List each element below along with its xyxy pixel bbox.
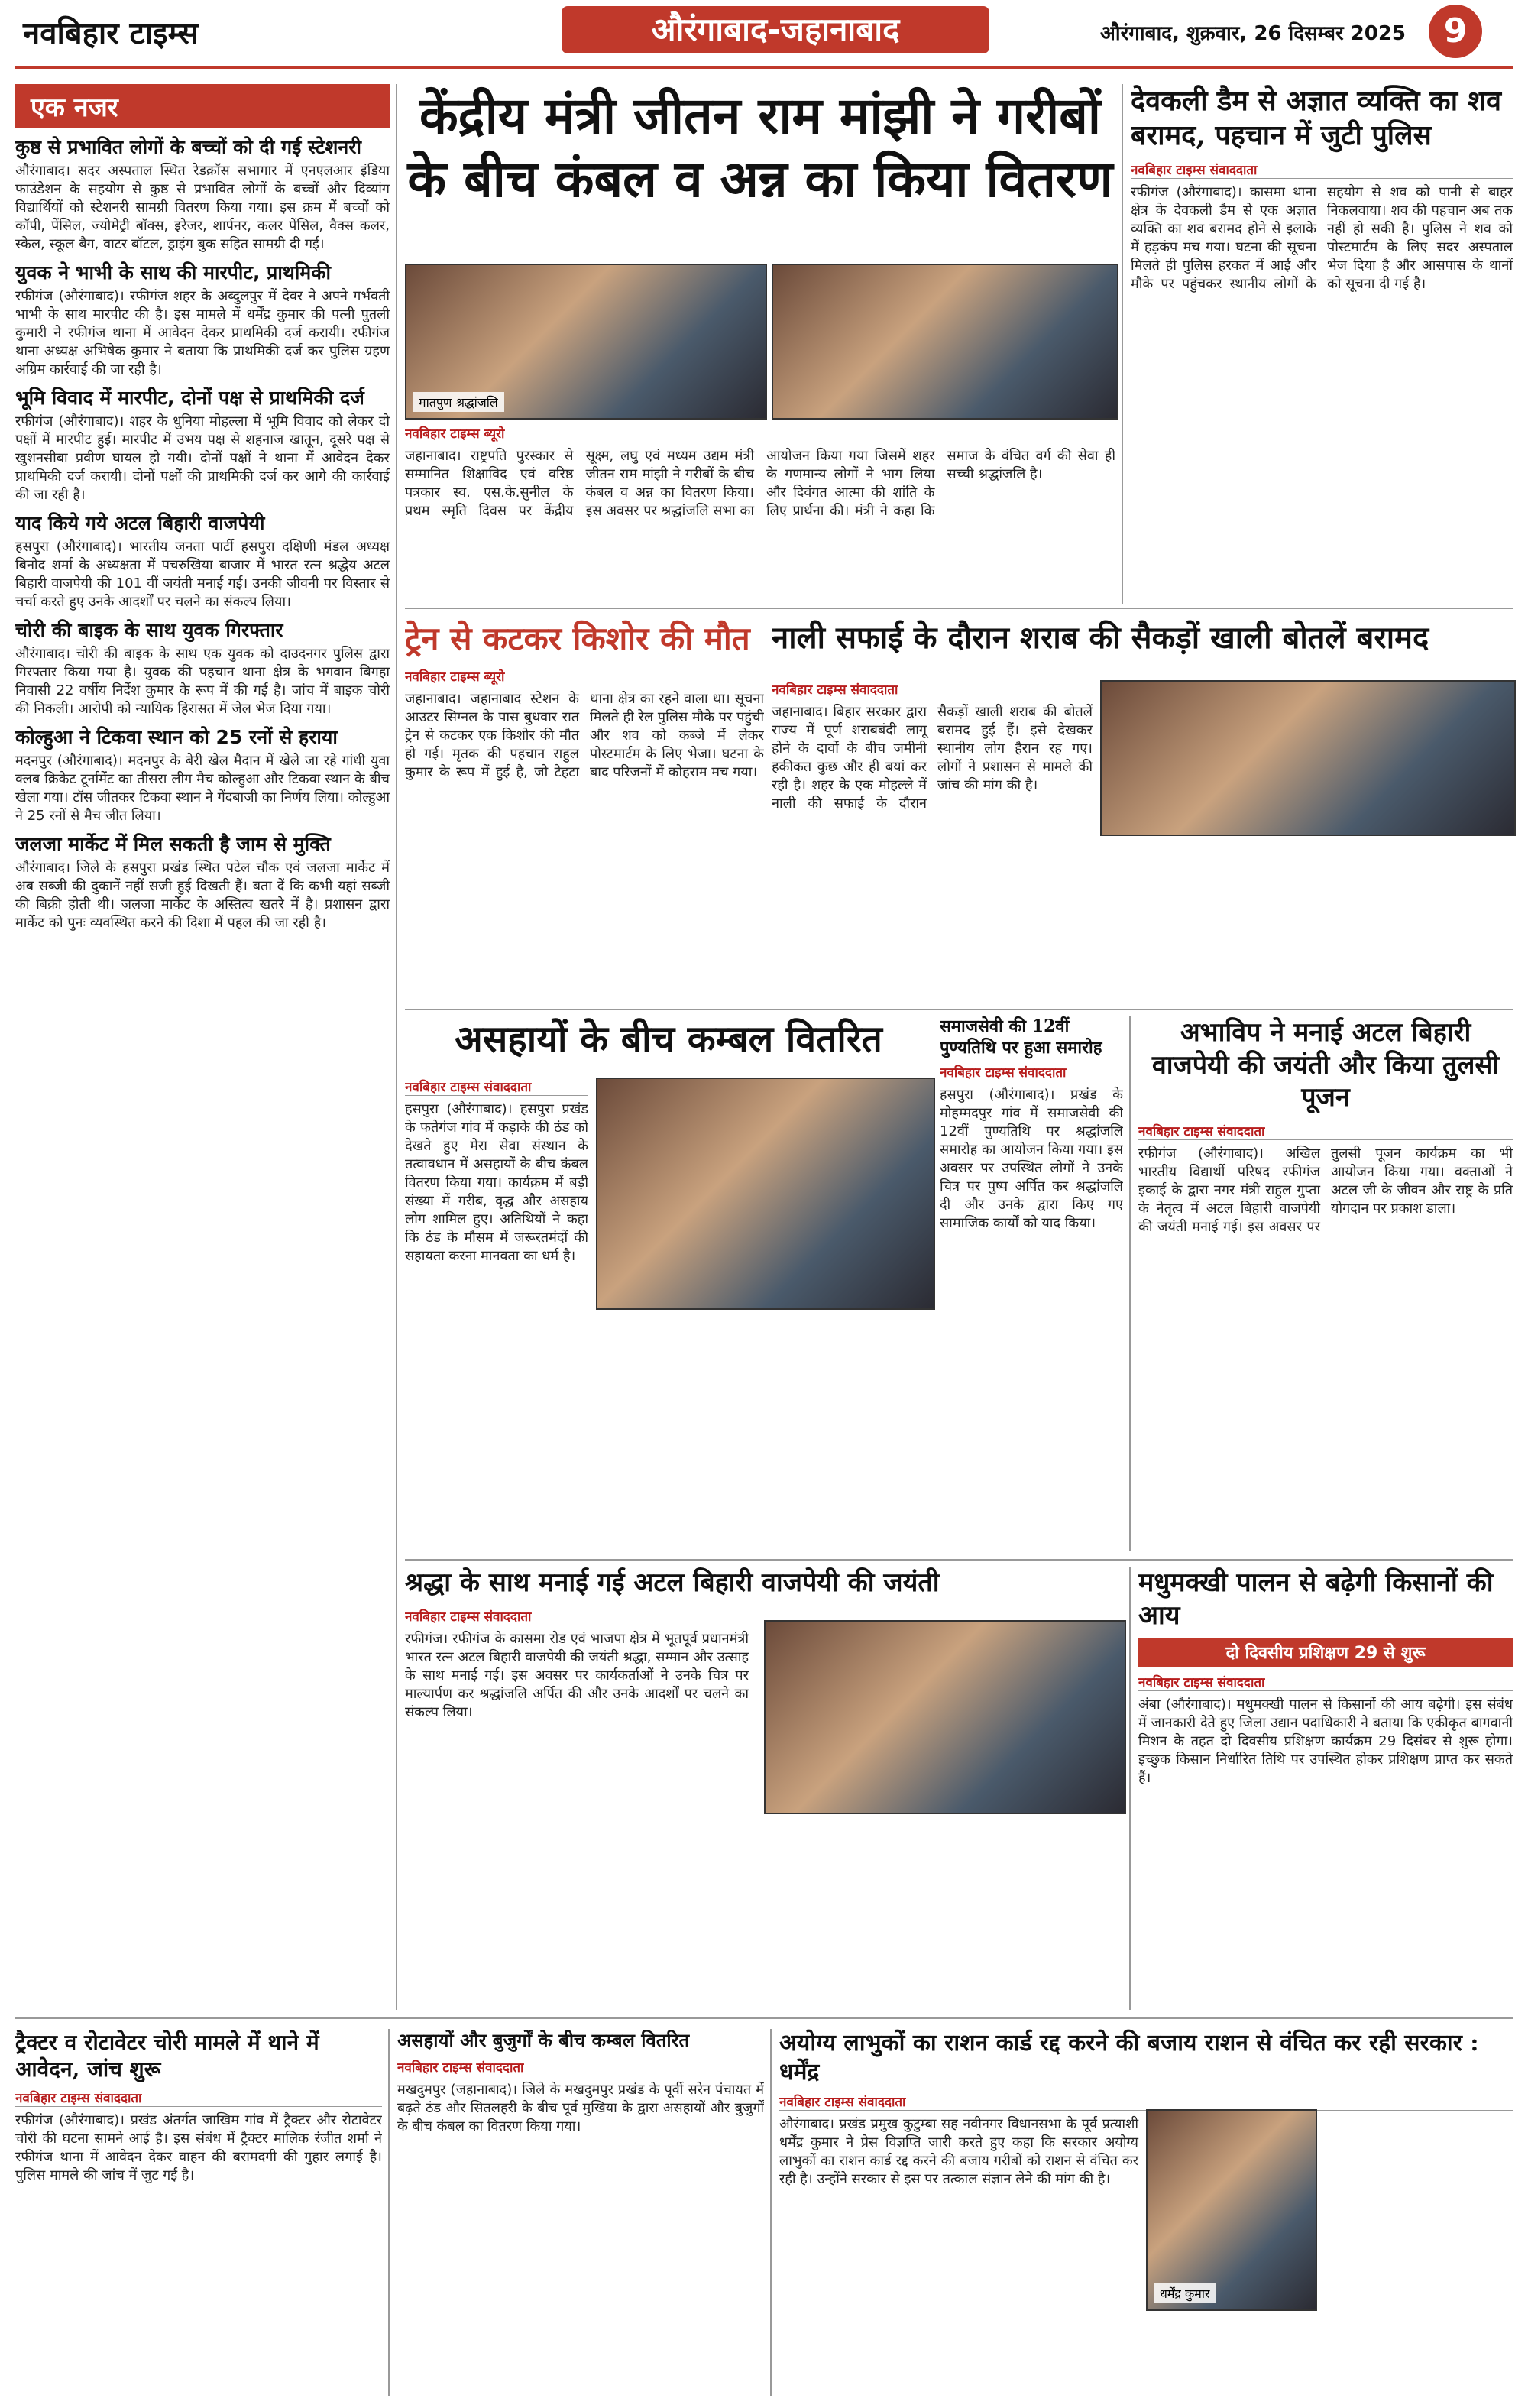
dam-story: [1131, 84, 1513, 604]
column-divider: [396, 84, 397, 2010]
ration-photo-caption: धर्मेंद्र कुमार: [1154, 2283, 1216, 2303]
sidebar-heading: एक नजर: [15, 84, 390, 128]
lead-headline-box: [405, 84, 1115, 252]
brief-title: जलजा मार्केट में मिल सकती है जाम से मुक्ति: [15, 833, 331, 855]
blanket-text: हसपुरा (औरंगाबाद)। हसपुरा प्रखंड के फतेगंज गांव में कड़ाके की ठंड को देखते हुए मेरा सेवा संस्थान के तत्वावधान में असहायों के बीच कंबल वितरण किया गया। कार्यक्रम में बड़ी संख्या में गरीब, वृद्ध और असहाय लोग शामिल हुए। अतिथियों ने कहा कि ठंड के मौसम में जरूरतमंदों की सहायता करना मानवता का धर्म है।: [405, 1101, 588, 1264]
section-divider: [405, 1009, 1513, 1010]
blanket-photo: [596, 1078, 935, 1310]
brief-title: याद किये गये अटल बिहारी वाजपेयी: [15, 512, 265, 534]
social-worker-brief: [940, 1016, 1123, 1551]
train-text: जहानाबाद। जहानाबाद स्टेशन के आउटर सिग्नल के पास बुधवार रात ट्रेन से कटकर एक किशोर की मौत हो गई। मृतक की पहचान राहुल कुमार के रूप में हुई है, जो टेहटा थाना क्षेत्र का रहने वाला था। सूचना मिलते ही रेल पुलिस मौके पर पहुंची और शव को कब्जे में लेकर पोस्टमार्टम के लिए भेजा। घटना के बाद परिजनों में कोहराम मच गया।: [405, 690, 764, 780]
liquor-text: जहानाबाद। बिहार सरकार द्वारा राज्य में पूर्ण शराबबंदी लागू होने के दावों के बीच जमीनी हकीकत कुछ और ही बयां कर रही है। शहर के एक मोहल्ले में नाली की सफाई के दौरान सैकड़ों खाली शराब की बोतलें बरामद हुई हैं। इसे देखकर स्थानीय लोग हैरान रह गए। लोगों ने प्रशासन से मामले की जांच की मांग की है।: [772, 704, 1093, 812]
brief-item: [15, 512, 390, 611]
train-headline: ट्रेन से कटकर किशोर की मौत: [405, 620, 750, 657]
brief-item: [15, 261, 390, 379]
brief-item: [15, 136, 390, 254]
brief-item: [15, 387, 390, 504]
blanket-headline: असहायों के बीच कम्बल वितरित: [455, 1018, 882, 1061]
tractor-text: रफीगंज (औरंगाबाद)। प्रखंड अंतर्गत जाखिम गांव में ट्रैक्टर और रोटावेटर चोरी की घटना सामने आई है। इस संबंध में ट्रैक्टर मालिक रंजीत शर्मा ने रफीगंज थाना में आवेदन देकर वाहन की बरामदगी की गुहार लगाई है। पुलिस मामले की जांच में जुट गई है।: [15, 2112, 382, 2183]
brief-text: हसपुरा (औरंगाबाद)। भारतीय जनता पार्टी हसपुरा दक्षिणी मंडल अध्यक्ष बिनोद शर्मा के अध्यक्षता में पचरुखिया बाजार में भारत रत्न श्रद्धेय अटल बिहारी वाजपेयी की 101 वीं जयंती मनाई गई। उनकी जीवनी पर विस्तार से चर्चा करते हुए उनके आदर्शों पर चलने का संकल्प लिया।: [15, 539, 390, 610]
abvp-story: [1138, 1016, 1513, 1551]
lead-photo-left: [405, 264, 767, 420]
brief-text: औरंगाबाद। चोरी की बाइक के साथ एक युवक को दाउदनगर पुलिस द्वारा गिरफ्तार किया गया है। युवक की पहचान थाना क्षेत्र के भगवान बिगहा निवासी 22 वर्षीय निर्देश कुमार के रूप में की गई है। जांच में बाइक चोरी की निकली। आरोपी को न्यायिक हिरासत में जेल भेज दिया गया।: [15, 646, 390, 717]
elderly-headline: असहायों और बुजुर्गों के बीच कम्बल वितरित: [397, 2029, 690, 2051]
bee-byline: नवबिहार टाइम्स संवाददाता: [1138, 1673, 1513, 1691]
column-divider: [388, 2029, 390, 2396]
brief-title: भूमि विवाद में मारपीट, दोनों पक्ष से प्राथमिकी दर्ज: [15, 387, 364, 409]
ration-byline: नवबिहार टाइम्स संवाददाता: [779, 2092, 1513, 2111]
column-divider: [1122, 84, 1123, 604]
brief-item: [15, 619, 390, 718]
blanket-headline-box: [405, 1016, 932, 1070]
abvp-headline: अभाविप ने मनाई अटल बिहारी वाजपेयी की जयंती और किया तुलसी पूजन: [1151, 1017, 1500, 1113]
tractor-headline: ट्रैक्टर व रोटावेटर चोरी मामले में थाने में आवेदन, जांच शुरू: [15, 2030, 319, 2082]
masthead: [0, 0, 1528, 69]
liquor-photo: [1100, 680, 1516, 836]
brief-item: [15, 833, 390, 932]
brief-text: औरंगाबाद। सदर अस्पताल स्थित रेडक्रॉस सभागार में एनएलआर इंडिया फाउंडेशन के सहयोग से कुष्ठ से प्रभावित लोगों के बच्चों और दिव्यांग विद्यार्थियों को स्टेशनरी सामग्री वितरण किया गया। इस क्रम में बच्चों को कॉपी, पेंसिल, ज्योमेट्री बॉक्स, इरेजर, शार्पनर, कलर पेंसिल, वैक्स कलर, स्केल, स्कूल बैग, वाटर बॉटल, ड्राइंग बुक सहित सामग्री दी गई।: [15, 163, 390, 252]
ration-text: औरंगाबाद। प्रखंड प्रमुख कुटुम्बा सह नवीनगर विधानसभा के पूर्व प्रत्याशी धर्मेंद्र कुमार ने प्रेस विज्ञप्ति जारी करते हुए कहा कि सरकार अयोग्य लाभुकों का राशन कार्ड रद्द करने की बजाय गरीबों को राशन से वंचित कर रही है। उन्होंने सरकार से इस पर तत्काल संज्ञान लेने की मांग की है।: [779, 2116, 1138, 2187]
column-divider: [1129, 1567, 1131, 2010]
lead-photo-right: [772, 264, 1118, 420]
tractor-byline: नवबिहार टाइम्स संवाददाता: [15, 2089, 382, 2107]
atal-byline: नवबिहार टाइम्स संवाददाता: [405, 1607, 1123, 1625]
brief-text: औरंगाबाद। जिले के हसपुरा प्रखंड स्थित पटेल चौक एवं जलजा मार्केट में अब सब्जी की दुकानें नहीं सजी हुई दिखती हैं। बता दें कि कभी यहां सब्जी की बिक्री होती थी। जलजा मार्केट के अस्तित्व खतरे में है। प्रशासन द्वारा मार्केट को पुनः व्यवस्थित करने की दिशा में पहल की जा रही है।: [15, 860, 390, 931]
page-number: 9: [1429, 5, 1482, 58]
social-text: हसपुरा (औरंगाबाद)। प्रखंड के मोहम्मदपुर गांव में समाजसेवी की 12वीं पुण्यतिथि पर श्रद्धांजलि समारोह का आयोजन किया गया। इस अवसर पर उपस्थित लोगों ने उनके चित्र पर पुष्प अर्पित कर श्रद्धांजलि दी और उनके द्वारा किए गए सामाजिक कार्यों को याद किया।: [940, 1087, 1123, 1231]
bee-text: अंबा (औरंगाबाद)। मधुमक्खी पालन से किसानों की आय बढ़ेगी। इस संबंध में जानकारी देते हुए जिला उद्यान पदाधिकारी ने बताया कि एकीकृत बागवानी मिशन के तहत दो दिवसीय प्रशिक्षण कार्यक्रम 29 दिसंबर से शुरू होगा। इच्छुक किसान निर्धारित तिथि पर उपस्थित होकर प्रशिक्षण प्राप्त कर सकते हैं।: [1138, 1697, 1513, 1786]
ration-photo: [1146, 2109, 1317, 2311]
abvp-text: रफीगंज (औरंगाबाद)। अखिल भारतीय विद्यार्थी परिषद रफीगंज इकाई के द्वारा नगर मंत्री राहुल गुप्ता के नेतृत्व में अटल बिहारी वाजपेयी की जयंती मनाई गई। इस अवसर पर तुलसी पूजन कार्यक्रम का भी आयोजन किया गया। वक्ताओं ने अटल जी के जीवन और राष्ट्र के प्रति योगदान पर प्रकाश डाला।: [1138, 1145, 1513, 1235]
section-divider: [15, 2017, 1513, 2019]
column-divider: [770, 2029, 772, 2396]
brief-title: कुष्ठ से प्रभावित लोगों के बच्चों को दी गई स्टेशनरी: [15, 136, 361, 158]
lead-body: [405, 424, 1115, 592]
brief-title: युवक ने भाभी के साथ की मारपीट, प्राथमिकी: [15, 261, 331, 284]
bee-headline: मधुमक्खी पालन से बढ़ेगी किसानों की आय: [1138, 1567, 1494, 1631]
dam-byline: नवबिहार टाइम्स संवाददाता: [1131, 160, 1513, 179]
liquor-byline: नवबिहार टाइम्स संवाददाता: [772, 680, 1093, 698]
liquor-body: [772, 680, 1093, 1001]
masthead-rule: [15, 66, 1513, 69]
bee-story: [1138, 1567, 1513, 2010]
tractor-story: [15, 2029, 382, 2396]
blanket-body: [405, 1078, 588, 1536]
abvp-byline: नवबिहार टाइम्स संवाददाता: [1138, 1122, 1513, 1140]
train-story: [405, 619, 764, 1001]
bee-subhead: दो दिवसीय प्रशिक्षण 29 से शुरू: [1138, 1638, 1513, 1667]
brief-title: चोरी की बाइक के साथ युवक गिरफ्तार: [15, 619, 283, 641]
paper-name: नवबिहार टाइम्स: [23, 15, 199, 51]
brief-item: [15, 726, 390, 825]
brief-text: रफीगंज (औरंगाबाद)। शहर के धुनिया मोहल्ला में भूमि विवाद को लेकर दो पक्षों में मारपीट हुई। मारपीट में उभय पक्ष से शहनाज खातून, दूसरे पक्ष से खुशनसीबा प्रवीण घायल हो गयी। दोनों पक्षों ने थाना में आवेदन देकर प्राथमिकी दर्ज करायी। दोनों पक्षों की प्राथमिकी दर्ज कर आगे की कार्रवाई की जा रही है।: [15, 413, 390, 503]
dam-headline: देवकली डैम से अज्ञात व्यक्ति का शव बरामद, पहचान में जुटी पुलिस: [1131, 85, 1502, 151]
blanket-byline: नवबिहार टाइम्स संवाददाता: [405, 1078, 588, 1096]
section-divider: [405, 608, 1513, 609]
brief-text: रफीगंज (औरंगाबाद)। रफीगंज शहर के अब्दुलपुर में देवर ने अपने गर्भवती भाभी के साथ मारपीट की है। इस मामले में धर्मेंद्र कुमार की पत्नी पुतली कुमारी ने रफीगंज थाना में आवेदन देकर प्राथमिकी दर्ज करायी। रफीगंज थाना अध्यक्ष अभिषेक कुमार ने बताया कि प्राथमिकी दर्ज कर पुलिस ग्रहण अग्रिम कार्रवाई की जा रही है।: [15, 288, 390, 378]
atal-headline: श्रद्धा के साथ मनाई गई अटल बिहारी वाजपेयी की जयंती: [405, 1567, 940, 1598]
elderly-story: [397, 2029, 764, 2396]
brief-title: कोल्हुआ ने टिकवा स्थान को 25 रनों से हराया: [15, 726, 338, 748]
column-divider: [1129, 1016, 1131, 1551]
lead-headline: केंद्रीय मंत्री जीतन राम मांझी ने गरीबों के बीच कंबल व अन्न का किया वितरण: [407, 86, 1113, 209]
atal-photo: [764, 1620, 1126, 1814]
lead-text: जहानाबाद। राष्ट्रपति पुरस्कार से सम्मानित शिक्षाविद एवं वरिष्ठ पत्रकार स्व. एस.के.सुनील के प्रथम स्मृति दिवस पर केंद्रीय सूक्ष्म, लघु एवं मध्यम उद्यम मंत्री जीतन राम मांझी ने गरीबों के बीच कंबल व अन्न का वितरण किया। इस अवसर पर श्रद्धांजलि सभा का आयोजन किया गया जिसमें शहर के गणमान्य लोगों ने भाग लिया और दिवंगत आत्मा की शांति के लिए प्रार्थना की। मंत्री ने कहा कि समाज के वंचित वर्ग की सेवा ही सच्ची श्रद्धांजलि है।: [405, 448, 1115, 519]
social-byline: नवबिहार टाइम्स संवाददाता: [940, 1063, 1123, 1081]
ration-headline: अयोग्य लाभुकों का राशन कार्ड रद्द करने की बजाय राशन से वंचित कर रही सरकार : धर्मेंद्र: [779, 2030, 1479, 2086]
lead-photo-caption: मातपुण श्रद्धांजलि: [413, 392, 504, 412]
section-divider: [405, 1559, 1513, 1561]
atal-text: रफीगंज। रफीगंज के कासमा रोड एवं भाजपा क्षेत्र में भूतपूर्व प्रधानमंत्री भारत रत्न अटल बिहारी वाजपेयी की जयंती श्रद्धा, सम्मान और उत्साह के साथ मनाई गई। इस अवसर पर कार्यकर्ताओं ने उनके चित्र पर माल्यार्पण कर श्रद्धांजलि अर्पित की और उनके आदर्शों पर चलने का संकल्प लिया।: [405, 1630, 749, 1720]
brief-text: मदनपुर (औरंगाबाद)। मदनपुर के बेरी खेल मैदान में खेले जा रहे गांधी युवा क्लब क्रिकेट टूर्नामेंट का तीसरा लीग मैच कोल्हुआ और टिकवा स्थान के बीच खेला गया। टॉस जीतकर टिकवा स्थान ने गेंदबाजी का निर्णय लिया। कोल्हुआ ने 25 रनों से मैच जीत लिया।: [15, 753, 390, 824]
dateline: औरंगाबाद, शुक्रवार, 26 दिसम्बर 2025: [1100, 22, 1407, 45]
liquor-headline: नाली सफाई के दौरान शराब की सैकड़ों खाली बोतलें बरामद: [772, 620, 1429, 656]
lead-byline: नवबिहार टाइम्स ब्यूरो: [405, 424, 1115, 442]
section-banner: औरंगाबाद-जहानाबाद: [562, 6, 989, 53]
elderly-byline: नवबिहार टाइम्स संवाददाता: [397, 2058, 764, 2076]
liquor-headline-box: [772, 619, 1513, 672]
elderly-text: मखदुमपुर (जहानाबाद)। जिले के मखदुमपुर प्रखंड के पूर्वी सरेन पंचायत में बढ़ते ठंड और सितलहरी के बीच पूर्व मुखिया के द्वारा असहायों और बुजुर्गों के बीच कंबल का वितरण किया गया।: [397, 2082, 764, 2134]
social-headline: समाजसेवी की 12वीं पुण्यतिथि पर हुआ समारोह: [940, 1016, 1102, 1058]
dam-text: रफीगंज (औरंगाबाद)। कासमा थाना क्षेत्र के देवकली डैम से एक अज्ञात व्यक्ति का शव बरामद होने से इलाके में हड़कंप मच गया। घटना की सूचना मिलते ही पुलिस हरकत में आई और मौके पर पहुंचकर स्थानीय लोगों के सहयोग से शव को पानी से बाहर निकलवाया। शव की पहचान अब तक नहीं हो सकी है। पुलिस ने शव को पोस्टमार्टम के लिए सदर अस्पताल भेज दिया है और आसपास के थानों को सूचना दी गई है।: [1131, 184, 1513, 292]
sidebar: [15, 84, 390, 2010]
train-byline: नवबिहार टाइम्स ब्यूरो: [405, 667, 764, 685]
